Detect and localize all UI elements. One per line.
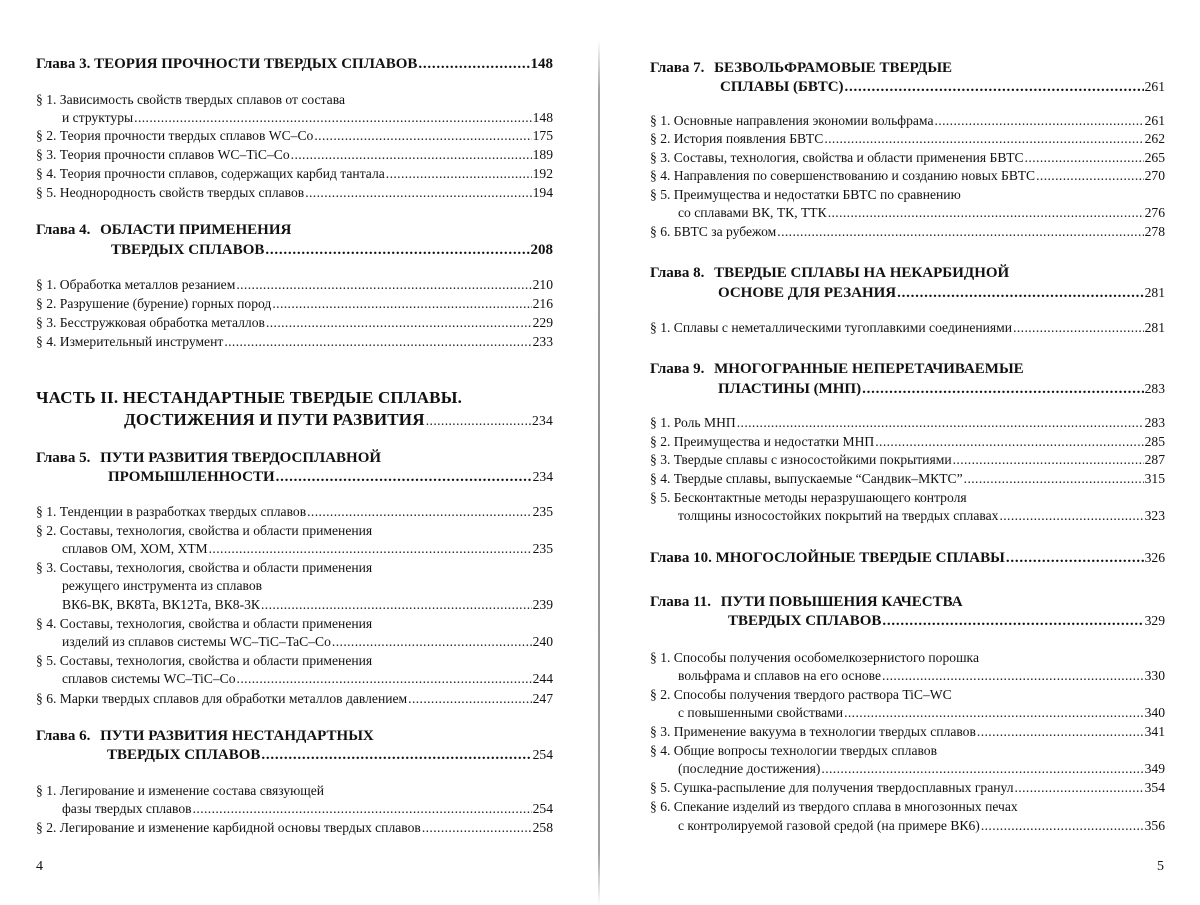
toc-entry-text: § 4. Теория прочности сплавов, содержащих карбид тантала (36, 166, 385, 181)
toc-entry-text: § 4. Составы, технология, свойства и области применения (36, 616, 373, 631)
toc-entry[interactable] (678, 508, 1165, 524)
page-ref: 315 (1144, 471, 1165, 486)
chapter-heading (650, 60, 952, 76)
toc-entry[interactable] (650, 150, 1165, 166)
leader-dots (261, 597, 532, 613)
page-ref: 281 (1144, 320, 1165, 335)
toc-entry-text: § 5. Составы, технология, свойства и области применения (36, 653, 373, 668)
leader-dots (134, 110, 531, 126)
toc-entry[interactable] (62, 541, 553, 557)
page-ref: 330 (1144, 668, 1165, 683)
leader-dots (934, 113, 1143, 129)
chapter-title-line1: ПУТИ ПОВЫШЕНИЯ КАЧЕСТВА (720, 594, 963, 610)
toc-entry[interactable] (678, 761, 1165, 777)
toc-entry-text: § 3. Твердые сплавы с износостойкими покрытиями (650, 452, 952, 467)
toc-entry[interactable] (678, 818, 1165, 834)
toc-entry[interactable] (650, 113, 1165, 129)
chapter-title-line2: ОСНОВЕ ДЛЯ РЕЗАНИЯ (718, 285, 897, 301)
leader-dots (844, 705, 1144, 721)
toc-entry[interactable] (62, 634, 553, 650)
toc-entry-text: § 4. Измерительный инструмент (36, 334, 224, 349)
page-ref: 148 (532, 110, 553, 125)
chapter-heading (650, 265, 1009, 281)
toc-entry-text: § 3. Бесстружковая обработка металлов (36, 315, 265, 330)
page-ref: 194 (532, 185, 553, 200)
chapter-title: Глава 10. МНОГОСЛОЙНЫЕ ТВЕРДЫЕ СПЛАВЫ (650, 550, 1005, 566)
toc-entry-text: § 2. Способы получения твердого раствора TiC–WC (650, 687, 952, 702)
page-ref: 341 (1144, 724, 1165, 739)
chapter-prefix: Глава 4. (36, 222, 91, 238)
toc-entry-text: § 1. Роль МНП (650, 415, 736, 430)
chapter-prefix: Глава 7. (650, 60, 705, 76)
toc-entry[interactable] (62, 801, 553, 817)
leader-dots (193, 801, 532, 817)
page-ref: 192 (532, 166, 553, 181)
page-ref: 234 (532, 413, 553, 428)
toc-entry-text: § 1. Основные направления экономии вольфрама (650, 113, 934, 128)
leader-dots (272, 296, 531, 312)
page-ref: 210 (532, 277, 553, 292)
toc-entry-text: фазы твердых сплавов (62, 801, 192, 816)
page-ref: 175 (532, 128, 553, 143)
toc-entry-text: толщины износостойких покрытий на твердых сплавах (678, 508, 999, 523)
toc-entry-text: § 2. История появления БВТС (650, 131, 824, 146)
toc-entry-text: § 3. Составы, технология, свойства и области применения БВТС (650, 150, 1024, 165)
leader-dots (828, 205, 1144, 221)
toc-chapter-3[interactable] (36, 56, 553, 72)
toc-entry-text: с контролируемой газовой средой (на примере ВК6) (678, 818, 980, 833)
chapter-title-line1: ОБЛАСТИ ПРИМЕНЕНИЯ (100, 222, 292, 238)
toc-entry-text: режущего инструмента из сплавов (62, 578, 263, 593)
toc-entry-text: § 6. Марки твердых сплавов для обработки металлов давлением (36, 691, 408, 706)
toc-entry[interactable] (650, 724, 1165, 740)
toc-entry-text: § 2. Преимущества и недостатки МНП (650, 434, 875, 449)
toc-chapter-10[interactable] (650, 550, 1165, 566)
chapter-prefix: Глава 8. (650, 265, 705, 281)
page-ref: 356 (1144, 818, 1165, 833)
toc-entry-text: (последние достижения) (678, 761, 821, 776)
page-ref: 283 (1144, 381, 1165, 396)
page-ref: 235 (532, 541, 553, 556)
leader-dots (953, 452, 1144, 468)
leader-dots (875, 434, 1143, 450)
leader-dots (882, 613, 1143, 629)
leader-dots (777, 224, 1143, 240)
leader-dots (737, 415, 1144, 431)
page-ref: 326 (1144, 550, 1165, 565)
chapter-heading (650, 594, 963, 610)
toc-entry[interactable] (36, 504, 553, 520)
page-ref: 208 (530, 242, 553, 258)
leader-dots (426, 413, 531, 429)
page-ref: 262 (1144, 131, 1165, 146)
chapter-heading (650, 361, 1024, 377)
leader-dots (332, 634, 532, 650)
chapter-title-line2: ПЛАСТИНЫ (МНП) (718, 381, 862, 397)
toc-entry[interactable] (62, 671, 553, 687)
toc-entry[interactable] (650, 780, 1165, 796)
toc-entry-text: § 1. Сплавы с неметаллическими тугоплавкими соединениями (650, 320, 1013, 335)
leader-dots (1013, 320, 1144, 336)
leader-dots (265, 242, 529, 258)
leader-dots (999, 508, 1143, 524)
chapter-prefix: Глава 9. (650, 361, 705, 377)
page-ref: 323 (1144, 508, 1165, 523)
toc-entry[interactable] (36, 296, 553, 312)
toc-entry[interactable] (678, 668, 1165, 684)
page-ref: 276 (1144, 205, 1165, 220)
chapter-title-line2: ТВЕРДЫХ СПЛАВОВ (728, 613, 882, 629)
toc-entry-text: и структуры (62, 110, 134, 125)
leader-dots (882, 668, 1144, 684)
leader-dots (276, 469, 532, 485)
toc-chapter-8[interactable] (718, 285, 1165, 301)
leader-dots (1015, 780, 1144, 796)
leader-dots (845, 79, 1144, 95)
leader-dots (977, 724, 1144, 740)
chapter-title-line1: БЕЗВОЛЬФРАМОВЫЕ ТВЕРДЫЕ (714, 60, 953, 76)
page-ref: 233 (532, 334, 553, 349)
leader-dots (224, 334, 531, 350)
toc-entry[interactable] (36, 315, 553, 331)
toc-entry[interactable] (36, 820, 553, 836)
chapter-title: Глава 3. ТЕОРИЯ ПРОЧНОСТИ ТВЕРДЫХ СПЛАВОВ (36, 56, 418, 72)
toc-entry[interactable] (650, 320, 1165, 336)
page-number: 4 (36, 859, 43, 874)
page-ref: 234 (532, 469, 553, 484)
page-ref: 247 (532, 691, 553, 706)
page-ref: 354 (1144, 780, 1165, 795)
right-page (600, 0, 1200, 905)
toc-entry-text: § 2. Легирование и изменение карбидной основы твердых сплавов (36, 820, 421, 835)
leader-dots (266, 315, 532, 331)
toc-entry-text: § 3. Теория прочности сплавов WC–TiC–Co (36, 147, 290, 162)
toc-entry[interactable] (36, 147, 553, 163)
leader-dots (314, 128, 531, 144)
toc-entry[interactable] (650, 415, 1165, 431)
page-ref: 340 (1144, 705, 1165, 720)
leader-dots (862, 381, 1144, 397)
page-number: 5 (1157, 859, 1164, 874)
page-ref: 281 (1144, 285, 1165, 300)
page-ref: 278 (1144, 224, 1165, 239)
toc-entry-text: § 1. Зависимость свойств твердых сплавов от состава (36, 92, 345, 107)
toc-entry[interactable] (650, 168, 1165, 184)
leader-dots (307, 504, 531, 520)
leader-dots (305, 185, 531, 201)
toc-entry-text: сплавов ОМ, ХОМ, ХТМ (62, 541, 208, 556)
leader-dots (1025, 150, 1144, 166)
toc-entry-text: § 1. Способы получения особомелкозернистого порошка (650, 650, 979, 665)
toc-entry-text: § 4. Твердые сплавы, выпускаемые “Сандвик–МКТС” (650, 471, 963, 486)
toc-entry-text: вольфрама и сплавов на его основе (678, 668, 882, 683)
part-heading: ЧАСТЬ II. НЕСТАНДАРТНЫЕ ТВЕРДЫЕ СПЛАВЫ. (36, 388, 463, 407)
page-ref: 283 (1144, 415, 1165, 430)
toc-entry-text: § 4. Направления по совершенствованию и созданию новых БВТС (650, 168, 1036, 183)
leader-dots (291, 147, 532, 163)
toc-chapter-6[interactable] (107, 747, 553, 763)
page-ref: 216 (532, 296, 553, 311)
page-ref: 287 (1144, 452, 1165, 467)
toc-entry[interactable] (36, 166, 553, 182)
toc-entry[interactable] (650, 131, 1165, 147)
toc-entry[interactable] (650, 471, 1165, 487)
toc-entry-text: § 5. Сушка-распыление для получения твердосплавных гранул (650, 780, 1014, 795)
page-ref: 254 (532, 801, 553, 816)
toc-entry[interactable] (62, 597, 553, 613)
page-ref: 261 (1144, 79, 1165, 94)
toc-entry-text: § 3. Составы, технология, свойства и области применения (36, 560, 373, 575)
page-ref: 261 (1144, 113, 1165, 128)
toc-entry-text: § 3. Применение вакуума в технологии твердых сплавов (650, 724, 976, 739)
toc-entry[interactable] (36, 334, 553, 350)
toc-entry-text: с повышенными свойствами (678, 705, 844, 720)
page-ref: 244 (532, 671, 553, 686)
toc-entry[interactable] (650, 452, 1165, 468)
leader-dots (386, 166, 532, 182)
toc-chapter-7[interactable] (720, 79, 1165, 95)
leader-dots (964, 471, 1144, 487)
page-ref: 254 (532, 747, 553, 762)
toc-entry-text: § 2. Составы, технология, свойства и области применения (36, 523, 373, 538)
page-ref: 265 (1144, 150, 1165, 165)
toc-entry-text: § 5. Неоднородность свойств твердых сплавов (36, 185, 305, 200)
chapter-title-line1: МНОГОГРАННЫЕ НЕПЕРЕТАЧИВАЕМЫЕ (714, 361, 1024, 377)
page-ref: 240 (532, 634, 553, 649)
toc-entry[interactable] (678, 205, 1165, 221)
toc-entry-text: § 6. Спекание изделий из твердого сплава в многозонных печах (650, 799, 1018, 814)
toc-entry[interactable] (62, 110, 553, 126)
chapter-title-line1: ТВЕРДЫЕ СПЛАВЫ НА НЕКАРБИДНОЙ (714, 265, 1010, 281)
chapter-heading (36, 450, 381, 466)
toc-chapter-9[interactable] (718, 381, 1165, 397)
page-ref: 148 (530, 56, 553, 72)
toc-entry[interactable] (36, 128, 553, 144)
toc-entry-text: § 2. Разрушение (бурение) горных пород (36, 296, 272, 311)
chapter-prefix: Глава 11. (650, 594, 712, 610)
chapter-title-line2: ПРОМЫШЛЕННОСТИ (108, 469, 275, 485)
toc-entry-text: § 5. Бесконтактные методы неразрушающего контроля (650, 490, 967, 505)
leader-dots (408, 691, 531, 707)
chapter-title-line2: ТВЕРДЫХ СПЛАВОВ (107, 747, 261, 763)
leader-dots (237, 671, 532, 687)
leader-dots (1036, 168, 1144, 184)
page-ref: 258 (532, 820, 553, 835)
chapter-heading (36, 728, 374, 744)
toc-entry[interactable] (36, 691, 553, 707)
part-title-line2: ДОСТИЖЕНИЯ И ПУТИ РАЗВИТИЯ (124, 410, 425, 429)
leader-dots (1006, 550, 1144, 566)
page-ref: 270 (1144, 168, 1165, 183)
page-ref: 349 (1144, 761, 1165, 776)
toc-entry-text: § 1. Тенденции в разработках твердых сплавов (36, 504, 307, 519)
page-ref: 239 (532, 597, 553, 612)
leader-dots (418, 56, 529, 72)
leader-dots (824, 131, 1143, 147)
toc-chapter-4[interactable] (111, 242, 553, 258)
toc-entry-text: § 1. Обработка металлов резанием (36, 277, 236, 292)
chapter-title-line2: ТВЕРДЫХ СПЛАВОВ (111, 242, 265, 258)
leader-dots (897, 285, 1143, 301)
toc-part-2[interactable] (124, 412, 553, 429)
toc-entry-text: сплавов системы WC–TiC–Co (62, 671, 236, 686)
toc-chapter-5[interactable] (108, 469, 553, 485)
leader-dots (981, 818, 1144, 834)
toc-entry-text: § 4. Общие вопросы технологии твердых сплавов (650, 743, 938, 758)
page-ref: 189 (532, 147, 553, 162)
toc-chapter-11[interactable] (728, 613, 1165, 629)
leader-dots (261, 747, 531, 763)
chapter-heading (36, 222, 291, 238)
toc-entry-text: § 1. Легирование и изменение состава связующей (36, 783, 325, 798)
toc-entry[interactable] (36, 185, 553, 201)
chapter-prefix: Глава 6. (36, 728, 91, 744)
toc-entry[interactable] (678, 705, 1165, 721)
toc-entry-text: § 6. БВТС за рубежом (650, 224, 777, 239)
chapter-title-line2: СПЛАВЫ (БВТС) (720, 79, 844, 95)
leader-dots (821, 761, 1143, 777)
leader-dots (236, 277, 531, 293)
chapter-prefix: Глава 5. (36, 450, 91, 466)
page-ref: 235 (532, 504, 553, 519)
toc-entry-text: ВК6-ВК, ВК8Та, ВК12Та, ВК8-3К (62, 597, 260, 612)
toc-entry-text: § 5. Преимущества и недостатки БВТС по сравнению (650, 187, 961, 202)
chapter-title-line1: ПУТИ РАЗВИТИЯ НЕСТАНДАРТНЫХ (100, 728, 374, 744)
leader-dots (209, 541, 532, 557)
toc-entry[interactable] (650, 224, 1165, 240)
toc-entry[interactable] (36, 277, 553, 293)
toc-entry[interactable] (650, 434, 1165, 450)
toc-entry-text: изделий из сплавов системы WC–TiC–TaC–Co (62, 634, 331, 649)
page-ref: 329 (1144, 613, 1165, 628)
chapter-title-line1: ПУТИ РАЗВИТИЯ ТВЕРДОСПЛАВНОЙ (100, 450, 382, 466)
page-ref: 285 (1144, 434, 1165, 449)
leader-dots (422, 820, 532, 836)
toc-entry-text: § 2. Теория прочности твердых сплавов WC–Co (36, 128, 314, 143)
page-ref: 229 (532, 315, 553, 330)
toc-entry-text: со сплавами ВК, ТК, ТТК (678, 205, 827, 220)
